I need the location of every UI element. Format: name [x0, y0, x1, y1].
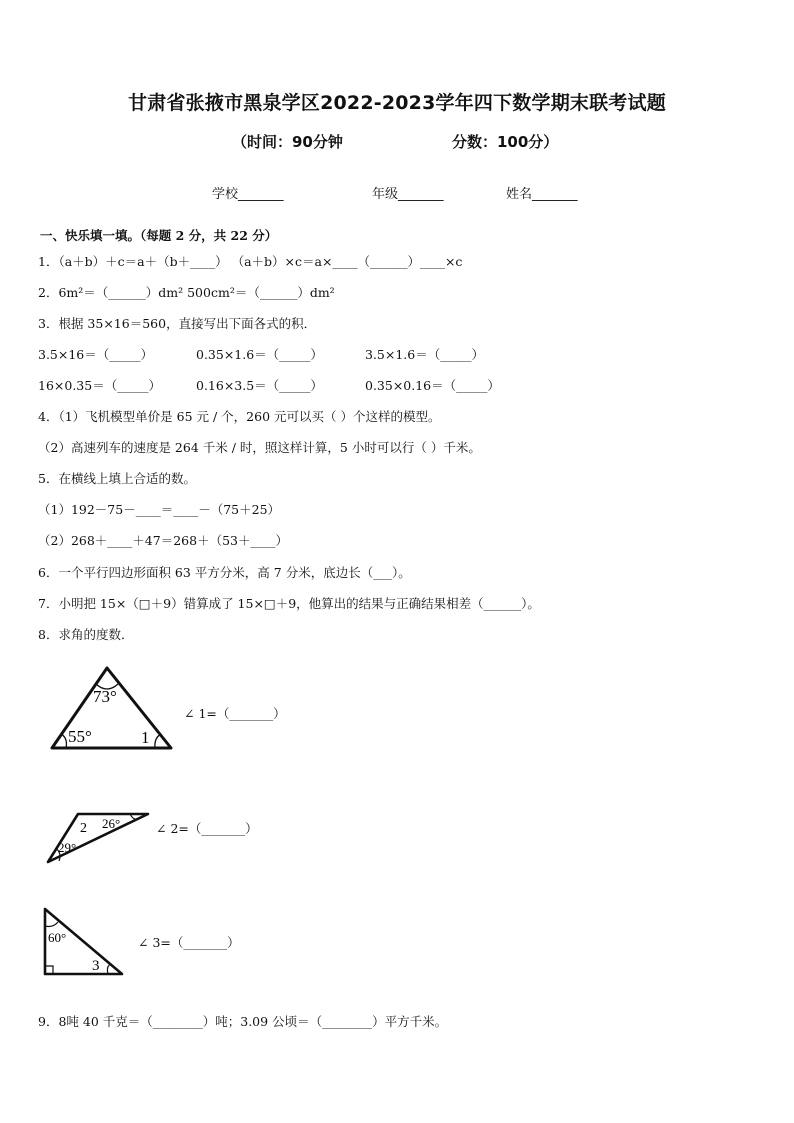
angle-label-3: 3 — [92, 958, 100, 974]
angle-2-answer: ∠ 2=（_______） — [156, 821, 258, 836]
triangle-figure-3 — [40, 904, 130, 980]
angle-label-73: 73° — [93, 687, 117, 706]
angle-1-answer: ∠ 1=（_______） — [184, 706, 286, 721]
q3-item: 3.5×1.6＝（_____） — [365, 347, 484, 362]
exam-score: 分数：100分） — [452, 133, 559, 151]
angle-3-answer: ∠ 3=（_______） — [138, 935, 240, 950]
school-field: 学校_______ — [212, 187, 284, 202]
question-7: 7．小明把 15×（□＋9）错算成了 15×□＋9，他算出的结果与正确结果相差（______）。 — [38, 596, 540, 611]
angle-label-60: 60° — [48, 930, 67, 945]
question-3-intro: 3．根据 35×16＝560，直接写出下面各式的积． — [38, 316, 317, 331]
triangle-figure-2 — [44, 808, 152, 868]
question-5-part-2: （2）268＋____＋47＝268＋（53＋____） — [38, 533, 288, 548]
angle-label-2: 2 — [80, 821, 87, 836]
question-9: 9．8吨 40 千克＝（________）吨；3.09 公顷＝（________）平方千米。 — [38, 1014, 448, 1029]
exam-time: （时间：90分钟 — [232, 133, 343, 151]
q3-item: 0.35×0.16＝（_____） — [365, 378, 500, 393]
angle-label-26: 26° — [102, 816, 121, 831]
q3-item: 16×0.35＝（_____） — [38, 378, 161, 393]
section-heading: 一、快乐填一填。（每题 2 分，共 22 分） — [40, 228, 278, 243]
q3-item: 0.16×3.5＝（_____） — [196, 378, 323, 393]
angle-label-29: 29° — [58, 840, 77, 855]
triangle-figure-1 — [46, 662, 178, 754]
angle-label-55: 55° — [68, 727, 92, 746]
question-2: 2．6m²＝（______）dm² 500cm²＝（______）dm² — [38, 285, 335, 300]
q3-item: 0.35×1.6＝（_____） — [196, 347, 323, 362]
question-4-part-2: （2）高速列车的速度是 264 千米 / 时，照这样计算，5 小时可以行（ ）千米。 — [38, 440, 481, 455]
question-1: 1．（a＋b）＋c＝a＋（b＋____） （a＋b）×c＝a×____（______）____×c — [38, 254, 463, 269]
question-5-intro: 5．在横线上填上合适的数。 — [38, 471, 196, 486]
question-8-intro: 8．求角的度数． — [38, 627, 134, 642]
q3-item: 3.5×16＝（_____） — [38, 347, 154, 362]
question-5-part-1: （1）192－75－____＝____－（75＋25） — [38, 502, 281, 517]
question-4-part-1: 4．（1）飞机模型单价是 65 元 / 个，260 元可以买（ ）个这样的模型。 — [38, 409, 441, 424]
angle-label-1: 1 — [141, 728, 150, 747]
name-field: 姓名_______ — [506, 187, 578, 202]
question-6: 6．一个平行四边形面积 63 平方分米，高 7 分米，底边长（___）。 — [38, 565, 411, 580]
grade-field: 年级_______ — [372, 187, 444, 202]
page-title: 甘肃省张掖市黑泉学区2022-2023学年四下数学期末联考试题 — [128, 92, 666, 114]
